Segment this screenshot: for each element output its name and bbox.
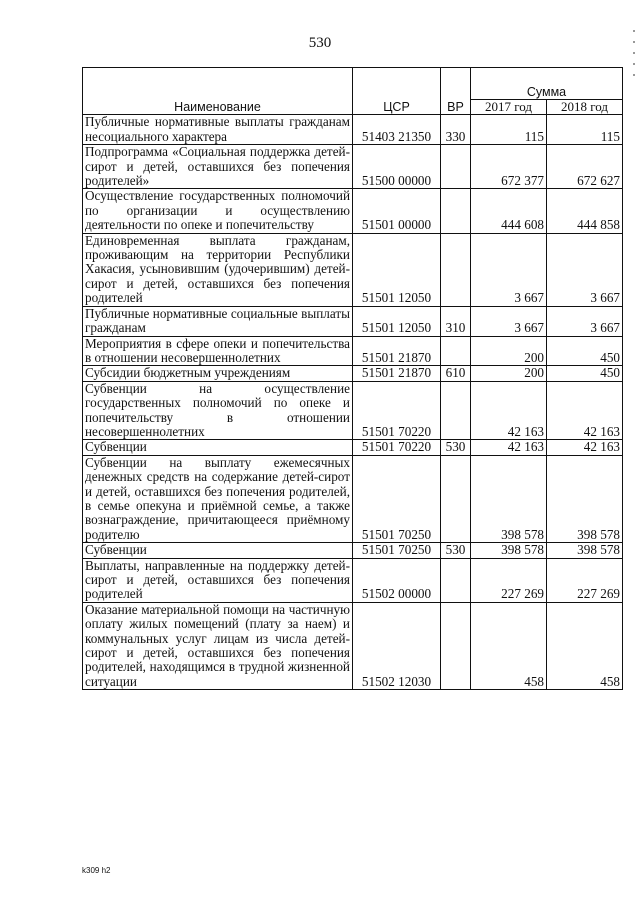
row-csr: 51500 00000 bbox=[353, 145, 441, 189]
row-sum-2018: 3 667 bbox=[547, 306, 623, 336]
row-sum-2018: 227 269 bbox=[547, 558, 623, 602]
header-year-2018: 2018 год bbox=[547, 100, 623, 115]
page-number: 530 bbox=[308, 35, 332, 51]
row-vr bbox=[441, 602, 471, 689]
row-sum-2017: 200 bbox=[471, 336, 547, 366]
table-row bbox=[83, 455, 623, 542]
row-name: Мероприятия в сфере опеки и попечительства в отношении несовершеннолетних bbox=[83, 336, 353, 366]
row-name: Подпрограмма «Социальная поддержка детей-сирот и детей, оставшихся без попечения родителей» bbox=[83, 145, 353, 189]
table-row bbox=[83, 602, 623, 689]
row-name: Публичные нормативные выплаты гражданам несоциального характера bbox=[83, 115, 353, 145]
row-sum-2017: 115 bbox=[471, 115, 547, 145]
table-row bbox=[83, 381, 623, 440]
row-sum-2017: 672 377 bbox=[471, 145, 547, 189]
header-year-2017: 2017 год bbox=[471, 100, 547, 115]
row-vr: 330 bbox=[441, 115, 471, 145]
row-csr: 51502 12030 bbox=[353, 602, 441, 689]
table-body bbox=[83, 115, 623, 690]
row-sum-2018: 458 bbox=[547, 602, 623, 689]
row-vr bbox=[441, 455, 471, 542]
row-vr: 530 bbox=[441, 440, 471, 455]
row-vr bbox=[441, 189, 471, 233]
footer-code: k309 h2 bbox=[82, 866, 111, 875]
row-csr: 51501 21870 bbox=[353, 336, 441, 366]
row-name: Оказание материальной помощи на частичную оплату жилых помещений (плату за наем) и коммунальных услуг лицам из числа детей-сирот и детей, оставшихся без попечения родителей, находящимся в трудной жизненной ситуации bbox=[83, 602, 353, 689]
row-vr bbox=[441, 145, 471, 189]
row-sum-2017: 398 578 bbox=[471, 455, 547, 542]
budget-table bbox=[82, 67, 623, 690]
row-sum-2018: 42 163 bbox=[547, 440, 623, 455]
row-vr bbox=[441, 336, 471, 366]
table-row bbox=[83, 543, 623, 558]
row-vr bbox=[441, 381, 471, 440]
row-sum-2018: 672 627 bbox=[547, 145, 623, 189]
row-vr bbox=[441, 558, 471, 602]
table-row bbox=[83, 336, 623, 366]
table-row bbox=[83, 306, 623, 336]
row-vr: 610 bbox=[441, 366, 471, 381]
row-sum-2018: 398 578 bbox=[547, 543, 623, 558]
row-name: Публичные нормативные социальные выплаты гражданам bbox=[83, 306, 353, 336]
row-sum-2017: 458 bbox=[471, 602, 547, 689]
table-row bbox=[83, 440, 623, 455]
row-csr: 51501 21870 bbox=[353, 366, 441, 381]
row-csr: 51501 70220 bbox=[353, 440, 441, 455]
row-name: Субвенции bbox=[83, 440, 353, 455]
row-sum-2018: 450 bbox=[547, 336, 623, 366]
row-csr: 51501 00000 bbox=[353, 189, 441, 233]
row-csr: 51501 70250 bbox=[353, 543, 441, 558]
table-row bbox=[83, 233, 623, 306]
table-row bbox=[83, 366, 623, 381]
row-sum-2018: 3 667 bbox=[547, 233, 623, 306]
header-vr: ВР bbox=[441, 68, 471, 115]
row-csr: 51501 70250 bbox=[353, 455, 441, 542]
row-sum-2017: 398 578 bbox=[471, 543, 547, 558]
row-sum-2018: 444 858 bbox=[547, 189, 623, 233]
row-sum-2017: 444 608 bbox=[471, 189, 547, 233]
row-name: Выплаты, направленные на поддержку детей-сирот и детей, оставшихся без попечения родителей bbox=[83, 558, 353, 602]
row-sum-2017: 3 667 bbox=[471, 306, 547, 336]
table-row bbox=[83, 115, 623, 145]
row-sum-2018: 115 bbox=[547, 115, 623, 145]
row-sum-2017: 42 163 bbox=[471, 381, 547, 440]
row-csr: 51501 12050 bbox=[353, 306, 441, 336]
scan-edge-marks bbox=[632, 30, 636, 90]
table-row bbox=[83, 558, 623, 602]
header-name: Наименование bbox=[83, 68, 353, 115]
row-name: Субвенции на выплату ежемесячных денежных средств на содержание детей-сирот и детей, оставшихся без попечения родителей, в семье опекуна и приёмной семье, а также вознаграждение, причитающееся приёмному родителю bbox=[83, 455, 353, 542]
table-row bbox=[83, 145, 623, 189]
table-row bbox=[83, 189, 623, 233]
row-csr: 51501 12050 bbox=[353, 233, 441, 306]
row-sum-2018: 450 bbox=[547, 366, 623, 381]
row-csr: 51403 21350 bbox=[353, 115, 441, 145]
row-vr bbox=[441, 233, 471, 306]
row-sum-2017: 42 163 bbox=[471, 440, 547, 455]
row-sum-2017: 227 269 bbox=[471, 558, 547, 602]
row-csr: 51502 00000 bbox=[353, 558, 441, 602]
row-sum-2017: 200 bbox=[471, 366, 547, 381]
row-name: Субвенции на осуществление государственных полномочий по опеке и попечительству в отношении несовершеннолетних bbox=[83, 381, 353, 440]
row-name: Субсидии бюджетным учреждениям bbox=[83, 366, 353, 381]
row-sum-2017: 3 667 bbox=[471, 233, 547, 306]
row-csr: 51501 70220 bbox=[353, 381, 441, 440]
table-header bbox=[83, 68, 623, 115]
row-vr: 310 bbox=[441, 306, 471, 336]
row-sum-2018: 398 578 bbox=[547, 455, 623, 542]
row-name: Осуществление государственных полномочий по организации и осуществлению деятельности по опеке и попечительству bbox=[83, 189, 353, 233]
row-name: Единовременная выплата гражданам, проживающим на территории Республики Хакасия, усыновившим (удочерившим) детей-сирот и детей, оставшихся без попечения родителей bbox=[83, 233, 353, 306]
header-sum: Сумма bbox=[471, 68, 623, 100]
row-name: Субвенции bbox=[83, 543, 353, 558]
header-csr: ЦСР bbox=[353, 68, 441, 115]
row-sum-2018: 42 163 bbox=[547, 381, 623, 440]
row-vr: 530 bbox=[441, 543, 471, 558]
